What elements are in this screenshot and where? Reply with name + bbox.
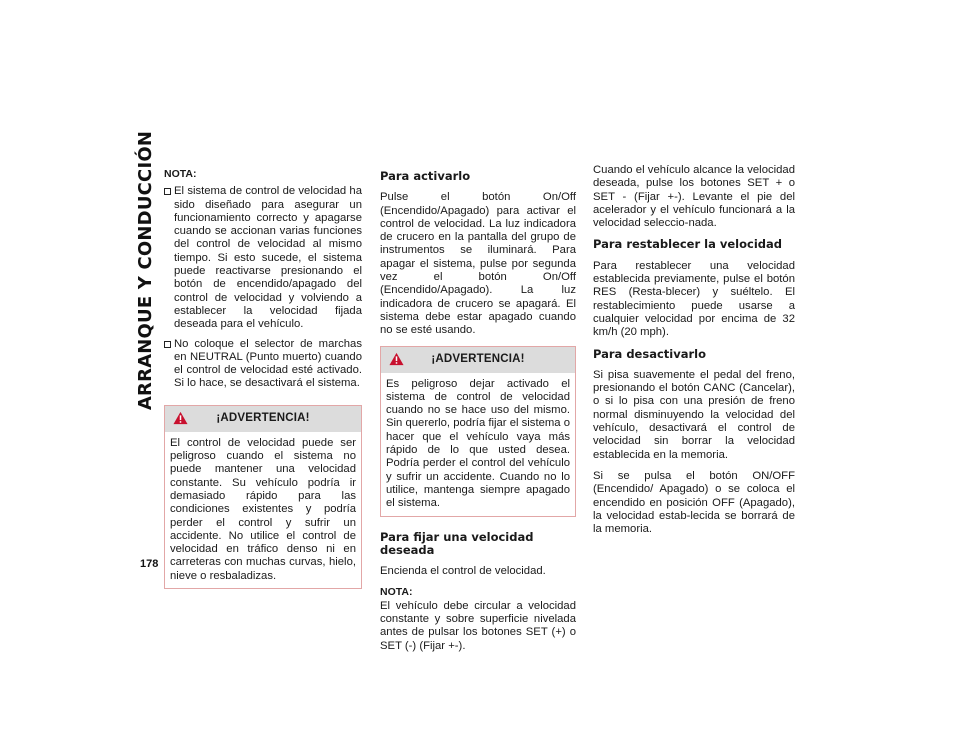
heading-set-speed: Para fijar una velocidad deseada <box>380 529 534 557</box>
warning-box <box>164 405 362 589</box>
heading-activate: Para activarlo <box>380 169 471 183</box>
warning-text: Es peligroso dejar activado el sistema de control de velocidad cuando no se hace uso del mismo. Sin quererlo, podría fijar el sistema o hacer que el vehículo vaya más rápido de lo que usted desea. Podría perder el control del vehículo y sufrir un accidente. Cuando no lo utilice, mantenga siempre apagado el sistema. <box>386 377 570 510</box>
warning-box <box>380 346 576 517</box>
deactivate-paragraph-1: Si pisa suavemente el pedal del freno, presionando el botón CANC (Cancelar), o si lo pisa con una presión de freno normal disminuyendo la velocidad del vehículo, desactivará el control de velocidad sin borrar la velocidad establecida en la memoria. <box>593 368 795 461</box>
reset-paragraph: Para restablecer una velocidad establecida previamente, pulse el botón RES (Resta-blecer) y suéltelo. El restablecimiento puede usarse a cualquier velocidad por encima de 32 km/h (20 mph). <box>593 259 795 339</box>
section-title: ARRANQUE Y CONDUCCIÓN <box>135 130 157 410</box>
note-bullet-list <box>164 185 362 390</box>
column-1 <box>164 168 362 603</box>
column-2 <box>380 170 576 661</box>
activate-paragraph: Pulse el botón On/Off (Encendido/Apagado) para activar el control de velocidad. La luz indicadora de crucero en la pantalla del grupo de instrumentos se iluminará. Para apagar el sistema, pulse por segunda vez el botón On/Off (Encendido/Apagado). La luz indicadora de crucero se apagará. El sistema debe estar apagado cuando no se esté usando. <box>380 191 576 337</box>
warning-header <box>165 406 361 432</box>
heading-reset: Para restablecer la velocidad <box>593 237 782 252</box>
heading-deactivate: Para desactivarlo <box>593 346 706 361</box>
note-label: NOTA: <box>380 586 413 599</box>
warning-text: El control de velocidad puede ser peligroso cuando el sistema no puede mantener una velocidad constante. Su vehículo podría ir demasiado rápido para las condiciones existentes y podría perder el control y sufrir un accidente. No utilice el control de velocidad en tráfico denso ni en carreteras con muchas curvas, hielo, nieve o resbaladizas. <box>170 436 356 582</box>
page-number: 178 <box>140 558 159 570</box>
warning-title: ¡ADVERTENCIA! <box>431 352 525 365</box>
bullet-item: No coloque el selector de marchas en NEUTRAL (Punto muerto) cuando el control de velocidad esté activado. Si lo hace, se desactivará el sistema. <box>164 338 362 391</box>
warning-triangle-icon <box>173 411 188 425</box>
bullet-item: El sistema de control de velocidad ha sido diseñado para asegurar un funcionamiento correcto y apagarse cuando se accionan varias funciones del control de velocidad al mismo tiempo. Si esto sucede, el sistema puede reactivarse presionando el botón de encendido/apagado del control de velocidad y volviendo a establecer la velocidad fijada deseada para el vehículo. <box>164 185 362 331</box>
warning-triangle-icon <box>389 352 404 366</box>
column-3 <box>593 164 795 544</box>
square-bullet-icon <box>164 188 171 195</box>
deactivate-paragraph-2: Si se pulsa el botón ON/OFF (Encendido/ Apagado) o se coloca el encendido en posición OFF (Apagado), la velocidad estab-lecida se borrará de la memoria. <box>593 469 795 536</box>
note-paragraph: El vehículo debe circular a velocidad constante y sobre superficie nivelada antes de pulsar los botones SET (+) o SET (-) (Fijar +-). <box>380 599 576 652</box>
note-label: NOTA: <box>164 168 197 180</box>
warning-title: ¡ADVERTENCIA! <box>216 412 310 425</box>
warning-header <box>381 347 575 373</box>
intro-paragraph: Cuando el vehículo alcance la velocidad deseada, pulse los botones SET + o SET - (Fijar +-). Levante el pie del acelerador y el vehículo funcionará a la velocidad seleccio-nada. <box>593 164 795 230</box>
square-bullet-icon <box>164 341 171 348</box>
set-speed-paragraph: Encienda el control de velocidad. <box>380 565 546 578</box>
